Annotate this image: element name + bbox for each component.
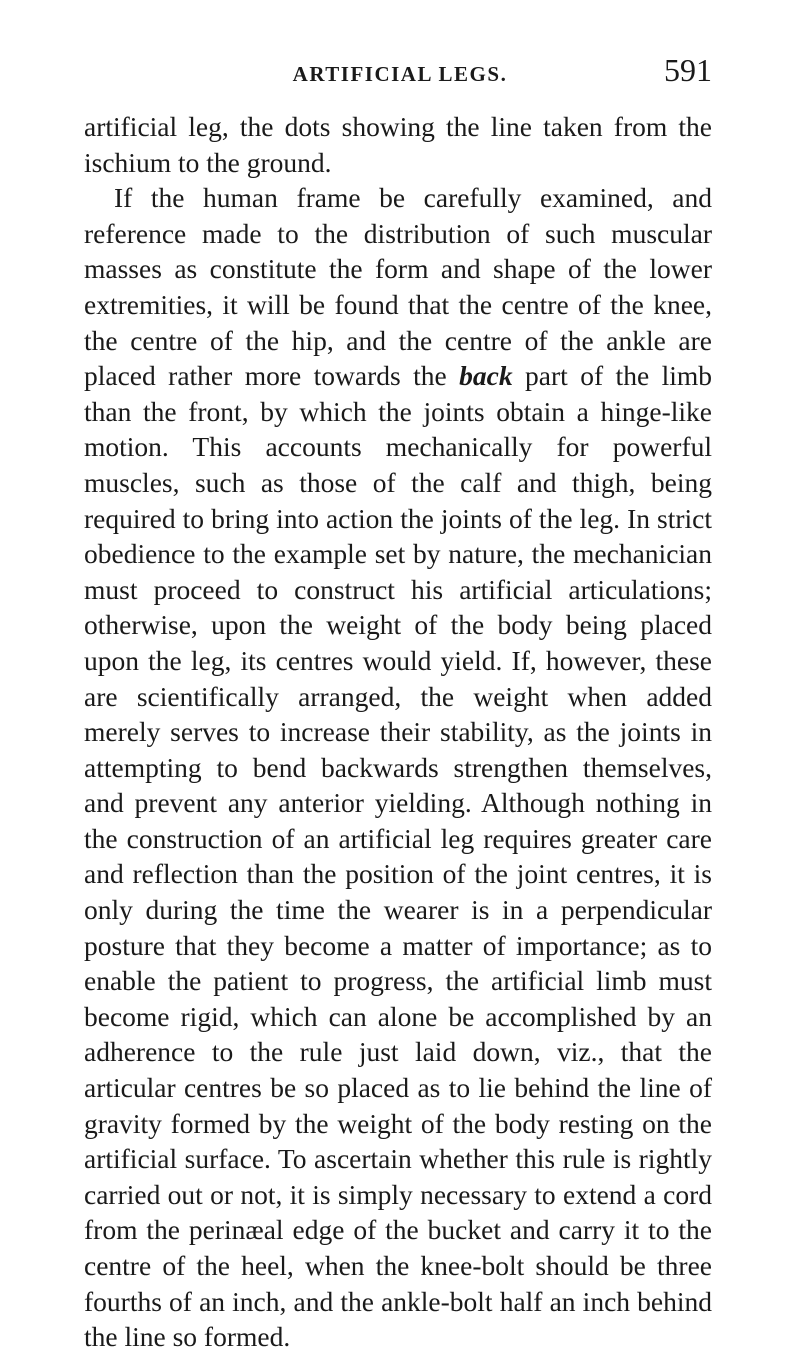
page-number: 591 bbox=[664, 52, 712, 88]
paragraph-2-text-end: part of the limb than the front, by which the joints obtain a hinge-like motion. This accounts mechanically for powerful muscles, such as those of the calf and thigh, being required to bring into action the joints of the leg. In strict obedience to the example set by nature, the mechanician must proceed to construct his artificial articulations; otherwise, upon the weight of the body being placed upon the leg, its centres would yield. If, however, these are scientifically arranged, the weight when added merely serves to increase their stability, as the joints in attempting to bend backwards strengthen themselves, and prevent any anterior yielding. Although nothing in the construction of an artificial leg requires greater care and reflection than the position of the joint centres, it is only during the time the wearer is in a perpendicular posture that they become a matter of importance; as to enable the patient to progress, the artificial limb must become rigid, which can alone be accomplished by an adherence to the rule just laid down, viz., that the articular centres be so placed as to lie behind the line of gravity formed by the weight of the body resting on the artificial surface. To ascertain whether this rule is rightly carried out or not, it is simply necessary to extend a cord from the perinæal edge of the bucket and carry it to the centre of the heel, when the knee-bolt should be three fourths of an inch, and the ankle-bolt half an inch behind the line so formed. bbox=[84, 360, 712, 1353]
emphasized-word: back bbox=[459, 360, 513, 392]
paragraph-1: artificial leg, the dots showing the line taken from the ischium to the ground. bbox=[84, 111, 712, 178]
paragraph-2-text-start: If the human frame be carefully examined, and reference made to the distribution of such muscular masses as constitute the form and shape of the lower extremities, it will be found that the centre of the knee, the centre of the hip, and the centre of the ankle are placed rather more towards the bbox=[84, 182, 712, 392]
paragraph-2 bbox=[84, 180, 712, 1355]
running-head-title: ARTIFICIAL LEGS. bbox=[292, 62, 508, 86]
body-text bbox=[84, 109, 712, 1355]
